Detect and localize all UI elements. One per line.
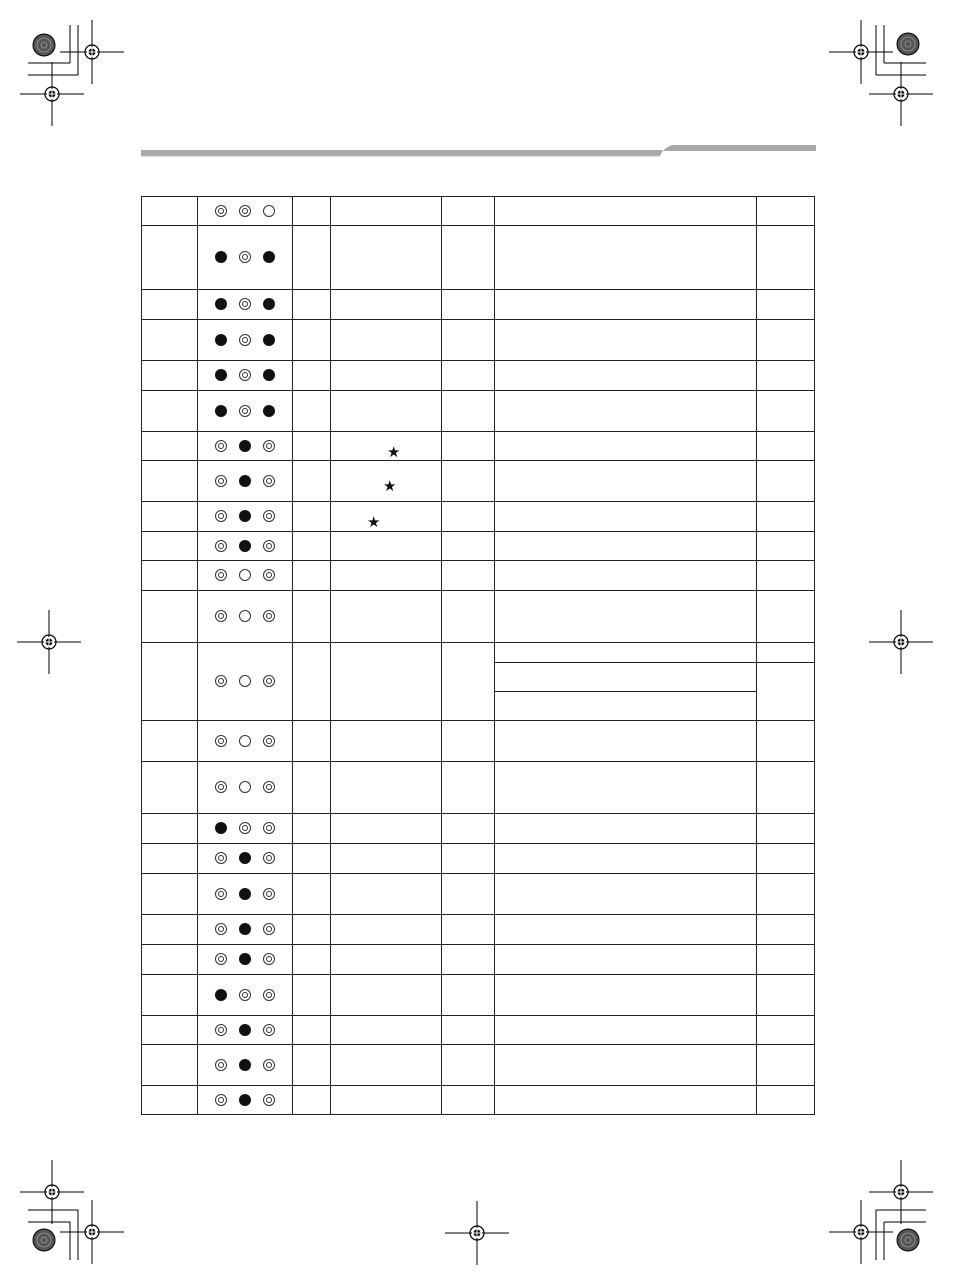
description-cell bbox=[331, 874, 442, 915]
led-blink-icon bbox=[263, 610, 275, 622]
device-cell bbox=[442, 1045, 495, 1086]
description-cell bbox=[331, 643, 442, 721]
description-cell bbox=[331, 1086, 442, 1115]
table-row bbox=[142, 1016, 815, 1045]
device-cell bbox=[442, 461, 495, 502]
cause-subcell bbox=[495, 691, 756, 719]
table-row bbox=[142, 874, 815, 915]
check-code-cell bbox=[293, 561, 331, 591]
led-blink-icon bbox=[263, 953, 275, 965]
led-indicator-cell bbox=[198, 561, 293, 591]
cause-cell bbox=[495, 814, 757, 844]
cause-cell bbox=[495, 1086, 757, 1115]
led-indicator-cell bbox=[198, 975, 293, 1016]
led-on-icon bbox=[263, 298, 275, 310]
code-cell bbox=[142, 1086, 198, 1115]
device-cell bbox=[442, 945, 495, 975]
description-cell bbox=[331, 197, 442, 226]
led-indicator-cell bbox=[198, 532, 293, 561]
led-indicator-cell bbox=[198, 1086, 293, 1115]
device-cell bbox=[442, 1016, 495, 1045]
description-cell bbox=[331, 844, 442, 874]
cause-cell bbox=[495, 391, 757, 432]
led-indicator-cell bbox=[198, 1016, 293, 1045]
led-off-icon bbox=[239, 781, 251, 793]
led-blink-icon bbox=[263, 735, 275, 747]
led-indicator-cell bbox=[198, 814, 293, 844]
led-on-icon bbox=[215, 405, 227, 417]
led-on-icon bbox=[263, 251, 275, 263]
remark-cell bbox=[757, 361, 815, 391]
table-row bbox=[142, 844, 815, 874]
check-code-cell bbox=[293, 391, 331, 432]
cause-cell bbox=[495, 361, 757, 391]
code-cell bbox=[142, 461, 198, 502]
check-code-cell bbox=[293, 532, 331, 561]
led-on-icon bbox=[239, 852, 251, 864]
code-cell bbox=[142, 290, 198, 320]
led-off-icon bbox=[239, 735, 251, 747]
cause-cell bbox=[495, 1016, 757, 1045]
check-code-cell bbox=[293, 721, 331, 762]
check-code-cell bbox=[293, 320, 331, 361]
device-cell bbox=[442, 502, 495, 532]
crop-mark-bottom-left bbox=[20, 1160, 124, 1264]
description-cell bbox=[331, 391, 442, 432]
led-blink-icon bbox=[263, 440, 275, 452]
code-cell bbox=[142, 762, 198, 814]
device-cell bbox=[442, 591, 495, 643]
table-row bbox=[142, 197, 815, 226]
led-on-icon bbox=[239, 888, 251, 900]
led-on-icon bbox=[239, 475, 251, 487]
code-cell bbox=[142, 975, 198, 1016]
led-off-icon bbox=[239, 675, 251, 687]
cause-cell bbox=[495, 432, 757, 461]
led-indicator-cell bbox=[198, 1045, 293, 1086]
check-code-cell bbox=[293, 1045, 331, 1086]
code-cell bbox=[142, 532, 198, 561]
led-table-body bbox=[142, 197, 815, 1115]
code-cell bbox=[142, 361, 198, 391]
device-cell bbox=[442, 915, 495, 945]
table-row bbox=[142, 561, 815, 591]
cause-cell bbox=[495, 975, 757, 1016]
remark-cell bbox=[757, 975, 815, 1016]
led-on-icon bbox=[239, 1059, 251, 1071]
check-code-cell bbox=[293, 874, 331, 915]
check-code-cell bbox=[293, 915, 331, 945]
led-indicator-cell bbox=[198, 915, 293, 945]
led-on-icon bbox=[239, 1094, 251, 1106]
cause-cell bbox=[495, 197, 757, 226]
table-row bbox=[142, 290, 815, 320]
led-on-icon bbox=[263, 405, 275, 417]
crop-mark-mid-right bbox=[869, 610, 933, 674]
table-row bbox=[142, 975, 815, 1016]
led-blink-icon bbox=[263, 1024, 275, 1036]
crop-mark-bottom-center bbox=[445, 1201, 509, 1265]
remark-subtable bbox=[757, 643, 814, 720]
cause-cell bbox=[495, 844, 757, 874]
cause-cell bbox=[495, 915, 757, 945]
led-on-icon bbox=[215, 334, 227, 346]
led-indicator-cell bbox=[198, 762, 293, 814]
code-cell bbox=[142, 1016, 198, 1045]
remark-cell bbox=[757, 532, 815, 561]
description-cell bbox=[331, 532, 442, 561]
remark-cell bbox=[757, 432, 815, 461]
cause-cell bbox=[495, 461, 757, 502]
led-blink-icon bbox=[215, 610, 227, 622]
led-off-icon bbox=[263, 205, 275, 217]
led-status-table bbox=[141, 196, 815, 1115]
check-code-cell bbox=[293, 502, 331, 532]
check-code-cell bbox=[293, 1016, 331, 1045]
led-blink-icon bbox=[215, 540, 227, 552]
led-blink-icon bbox=[239, 251, 251, 263]
remark-cell bbox=[757, 561, 815, 591]
led-off-icon bbox=[239, 610, 251, 622]
led-indicator-cell bbox=[198, 874, 293, 915]
led-blink-icon bbox=[215, 781, 227, 793]
led-blink-icon bbox=[239, 334, 251, 346]
led-blink-icon bbox=[215, 675, 227, 687]
check-code-cell bbox=[293, 762, 331, 814]
led-on-icon bbox=[263, 334, 275, 346]
table-row bbox=[142, 762, 815, 814]
led-on-icon bbox=[215, 298, 227, 310]
led-blink-icon bbox=[263, 989, 275, 1001]
table-row bbox=[142, 502, 815, 532]
cause-cell-split bbox=[495, 643, 757, 721]
table-row bbox=[142, 1086, 815, 1115]
remark-cell bbox=[757, 1016, 815, 1045]
device-cell bbox=[442, 762, 495, 814]
remark-cell bbox=[757, 762, 815, 814]
device-cell bbox=[442, 226, 495, 290]
led-indicator-cell bbox=[198, 643, 293, 721]
check-code-cell bbox=[293, 1086, 331, 1115]
led-indicator-cell bbox=[198, 290, 293, 320]
led-blink-icon bbox=[215, 569, 227, 581]
header-rule bbox=[0, 0, 954, 170]
led-on-icon bbox=[215, 251, 227, 263]
code-cell bbox=[142, 1045, 198, 1086]
table-row bbox=[142, 945, 815, 975]
description-cell bbox=[331, 1045, 442, 1086]
cause-cell bbox=[495, 532, 757, 561]
table-row bbox=[142, 461, 815, 502]
led-indicator-cell bbox=[198, 197, 293, 226]
led-blink-icon bbox=[239, 298, 251, 310]
device-cell bbox=[442, 874, 495, 915]
remark-cell bbox=[757, 502, 815, 532]
code-cell bbox=[142, 391, 198, 432]
remark-cell bbox=[757, 290, 815, 320]
led-blink-icon bbox=[239, 405, 251, 417]
table-row bbox=[142, 532, 815, 561]
description-cell bbox=[331, 461, 442, 502]
table-row bbox=[142, 361, 815, 391]
description-cell bbox=[331, 762, 442, 814]
description-cell bbox=[331, 226, 442, 290]
led-blink-icon bbox=[239, 989, 251, 1001]
remark-cell bbox=[757, 591, 815, 643]
led-indicator-cell bbox=[198, 320, 293, 361]
device-cell bbox=[442, 814, 495, 844]
table-row bbox=[142, 915, 815, 945]
check-code-cell bbox=[293, 643, 331, 721]
remark-cell bbox=[757, 226, 815, 290]
code-cell bbox=[142, 197, 198, 226]
crop-mark-bottom-right bbox=[829, 1160, 933, 1264]
table-row bbox=[142, 643, 815, 721]
led-blink-icon bbox=[263, 852, 275, 864]
device-cell bbox=[442, 290, 495, 320]
device-cell bbox=[442, 721, 495, 762]
device-cell bbox=[442, 391, 495, 432]
code-cell bbox=[142, 874, 198, 915]
remark-cell bbox=[757, 915, 815, 945]
led-blink-icon bbox=[263, 1059, 275, 1071]
led-indicator-cell bbox=[198, 432, 293, 461]
led-indicator-cell bbox=[198, 226, 293, 290]
table-row bbox=[142, 432, 815, 461]
led-indicator-cell bbox=[198, 391, 293, 432]
check-code-cell bbox=[293, 814, 331, 844]
star-icon: ★ bbox=[383, 478, 397, 495]
description-cell bbox=[331, 1016, 442, 1045]
device-cell bbox=[442, 320, 495, 361]
remark-cell bbox=[757, 844, 815, 874]
device-cell bbox=[442, 844, 495, 874]
code-cell bbox=[142, 844, 198, 874]
description-cell bbox=[331, 915, 442, 945]
remark-cell bbox=[757, 320, 815, 361]
check-code-cell bbox=[293, 591, 331, 643]
led-blink-icon bbox=[215, 735, 227, 747]
led-on-icon bbox=[239, 540, 251, 552]
check-code-cell bbox=[293, 290, 331, 320]
led-blink-icon bbox=[215, 1024, 227, 1036]
led-on-icon bbox=[215, 989, 227, 1001]
check-code-cell bbox=[293, 945, 331, 975]
led-blink-icon bbox=[215, 1094, 227, 1106]
led-blink-icon bbox=[263, 475, 275, 487]
cause-cell bbox=[495, 226, 757, 290]
description-cell bbox=[331, 361, 442, 391]
remark-subcell bbox=[757, 643, 814, 662]
table-row bbox=[142, 391, 815, 432]
cause-cell bbox=[495, 721, 757, 762]
remark-cell bbox=[757, 945, 815, 975]
description-cell bbox=[331, 814, 442, 844]
led-blink-icon bbox=[239, 205, 251, 217]
code-cell bbox=[142, 814, 198, 844]
device-cell bbox=[442, 1086, 495, 1115]
led-indicator-cell bbox=[198, 844, 293, 874]
remark-cell bbox=[757, 721, 815, 762]
led-on-icon bbox=[239, 923, 251, 935]
led-indicator-cell bbox=[198, 591, 293, 643]
code-cell bbox=[142, 226, 198, 290]
led-on-icon bbox=[239, 1024, 251, 1036]
device-cell bbox=[442, 432, 495, 461]
led-blink-icon bbox=[263, 888, 275, 900]
description-cell bbox=[331, 502, 442, 532]
led-blink-icon bbox=[215, 475, 227, 487]
remark-cell bbox=[757, 1086, 815, 1115]
cause-cell bbox=[495, 591, 757, 643]
code-cell bbox=[142, 591, 198, 643]
led-blink-icon bbox=[239, 822, 251, 834]
code-cell bbox=[142, 721, 198, 762]
description-cell bbox=[331, 432, 442, 461]
description-cell bbox=[331, 975, 442, 1016]
led-blink-icon bbox=[215, 852, 227, 864]
description-cell bbox=[331, 290, 442, 320]
led-on-icon bbox=[239, 440, 251, 452]
led-blink-icon bbox=[215, 888, 227, 900]
code-cell bbox=[142, 915, 198, 945]
remark-cell bbox=[757, 391, 815, 432]
led-blink-icon bbox=[263, 1094, 275, 1106]
code-cell bbox=[142, 561, 198, 591]
description-cell bbox=[331, 591, 442, 643]
cause-subcell bbox=[495, 662, 756, 691]
led-blink-icon bbox=[263, 923, 275, 935]
cause-cell bbox=[495, 762, 757, 814]
led-indicator-cell bbox=[198, 461, 293, 502]
led-on-icon bbox=[239, 510, 251, 522]
check-code-cell bbox=[293, 361, 331, 391]
led-blink-icon bbox=[263, 675, 275, 687]
led-on-icon bbox=[263, 369, 275, 381]
led-blink-icon bbox=[263, 822, 275, 834]
cause-cell bbox=[495, 502, 757, 532]
description-cell bbox=[331, 320, 442, 361]
description-cell bbox=[331, 561, 442, 591]
device-cell bbox=[442, 532, 495, 561]
led-on-icon bbox=[239, 953, 251, 965]
device-cell bbox=[442, 561, 495, 591]
star-icon: ★ bbox=[387, 444, 401, 461]
led-blink-icon bbox=[263, 510, 275, 522]
device-cell bbox=[442, 643, 495, 721]
code-cell bbox=[142, 320, 198, 361]
star-icon: ★ bbox=[367, 514, 381, 531]
code-cell bbox=[142, 502, 198, 532]
led-blink-icon bbox=[263, 781, 275, 793]
led-blink-icon bbox=[215, 953, 227, 965]
table-row bbox=[142, 721, 815, 762]
device-cell bbox=[442, 197, 495, 226]
check-code-cell bbox=[293, 432, 331, 461]
check-code-cell bbox=[293, 975, 331, 1016]
led-off-icon bbox=[239, 569, 251, 581]
code-cell bbox=[142, 945, 198, 975]
check-code-cell bbox=[293, 461, 331, 502]
cause-subcell bbox=[495, 643, 756, 662]
led-on-icon bbox=[215, 369, 227, 381]
table-row bbox=[142, 814, 815, 844]
led-indicator-cell bbox=[198, 361, 293, 391]
led-blink-icon bbox=[215, 923, 227, 935]
led-indicator-cell bbox=[198, 945, 293, 975]
led-blink-icon bbox=[263, 540, 275, 552]
crop-mark-mid-left bbox=[17, 610, 81, 674]
remark-cell bbox=[757, 197, 815, 226]
led-blink-icon bbox=[215, 205, 227, 217]
led-blink-icon bbox=[215, 1059, 227, 1071]
remark-cell-split bbox=[757, 643, 815, 721]
cause-cell bbox=[495, 945, 757, 975]
led-blink-icon bbox=[215, 440, 227, 452]
description-cell bbox=[331, 721, 442, 762]
led-indicator-cell bbox=[198, 502, 293, 532]
remark-cell bbox=[757, 814, 815, 844]
device-cell bbox=[442, 361, 495, 391]
code-cell bbox=[142, 643, 198, 721]
remark-cell bbox=[757, 461, 815, 502]
cause-subtable bbox=[495, 643, 756, 719]
led-blink-icon bbox=[215, 510, 227, 522]
led-indicator-cell bbox=[198, 721, 293, 762]
cause-cell bbox=[495, 290, 757, 320]
device-cell bbox=[442, 975, 495, 1016]
cause-cell bbox=[495, 320, 757, 361]
description-cell bbox=[331, 945, 442, 975]
led-blink-icon bbox=[263, 569, 275, 581]
check-code-cell bbox=[293, 844, 331, 874]
check-code-cell bbox=[293, 197, 331, 226]
table-row bbox=[142, 591, 815, 643]
table-row bbox=[142, 320, 815, 361]
remark-cell bbox=[757, 874, 815, 915]
remark-cell bbox=[757, 1045, 815, 1086]
led-on-icon bbox=[215, 822, 227, 834]
cause-cell bbox=[495, 1045, 757, 1086]
code-cell bbox=[142, 432, 198, 461]
table-row bbox=[142, 226, 815, 290]
table-row bbox=[142, 1045, 815, 1086]
remark-subcell bbox=[757, 662, 814, 720]
cause-cell bbox=[495, 874, 757, 915]
check-code-cell bbox=[293, 226, 331, 290]
led-blink-icon bbox=[239, 369, 251, 381]
cause-cell bbox=[495, 561, 757, 591]
